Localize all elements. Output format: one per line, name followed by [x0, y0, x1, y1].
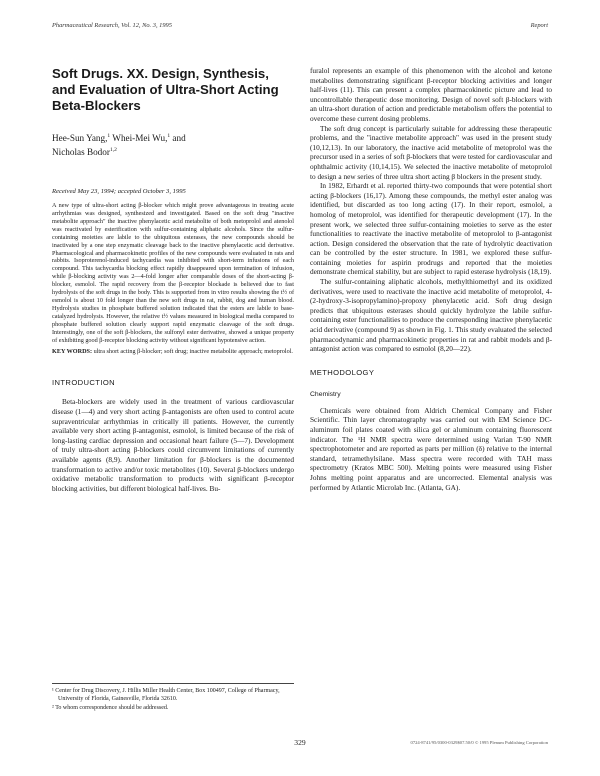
body-paragraph: Beta-blockers are widely used in the treatment of various cardiovascular disease (1—4) and very short acting β-antagonists are often used to control acute supraventricular arrhythmias in critically ill patients. However, the currently available very short acting β-antagonist, esmolol, is limited because of the risk of long-lasting cardiac depression and occasional heart failure (5—7). Development of truly ultra-short acting β-blockers could circumvent limitations of currently available agents (8,9). Another limitation for β-blockers is the documented transformation to active and/or toxic metabolites (10). Several β-blockers undergo oxidative metabolic transformation to products with significant β-receptor blocking activities, but different biological half-lives. Bu-: [52, 397, 294, 493]
author-name: Whei-Mei Wu,: [112, 133, 168, 144]
body-paragraph: The sulfur-containing aliphatic alcohols, methylthiomethyl and its oxidized derivatives, were used to reactivate the inactive acid metabolite of metoprolol, 4-(2-hydroxy-3-isopropylamino)-propoxy phenylacetic acid. Soft drug design predicts that ubiquitous esterases should quickly hydrolyze the labile sulfur-containing ester functionalities to produce the corresponding inactive phenylacetic acid derivative (compound 9) as shown in Fig. 1. This study evaluated the selected pharmacodynamic and pharmacokinetic properties in rat and rabbit models and β-antagonist action was compared to esmolol (8,20—22).: [310, 277, 552, 354]
subsection-heading-chemistry: Chemistry: [310, 390, 341, 398]
body-paragraph: In 1982, Erhardt et al. reported thirty-two compounds that were potential short acting β-blockers (16,17). Among these compounds, the methyl ester analog was identified, but discarded as too long acting (17). In their report, esmolol, a homolog of metoprolol, was identified for therapeutic development (17). In the present work, we selected three sulfur-containing moieties to serve as the ester functionalities to reactivate the inactive metabolite of metoprolol to β-antagonist action. Design considered the observation that the rate of hydrolytic deactivation can be controlled by the ester structure. In 1981, we explored these sulfur-containing moieties for aspirin prodrugs and reported that the moieties demonstrate chemical stability, but are subject to rapid esterase hydrolysis (18,19).: [310, 181, 552, 277]
received-date: Received May 23, 1994; accepted October 3, 1995: [52, 188, 186, 196]
page-number: 329: [294, 738, 306, 747]
author-affiliation-mark: 1,2: [109, 147, 117, 154]
journal-citation: Pharmaceutical Research, Vol. 12, No. 3, 1995: [52, 22, 172, 29]
keywords-text: ultra short acting β-blocker; soft drug; inactive metabolite approach; metoprolol.: [93, 348, 293, 356]
left-column: [52, 66, 294, 493]
author-affiliation-mark: 1: [107, 133, 111, 139]
body-paragraph: furalol represents an example of this phenomenon with the alcohol and ketone metabolites demonstrating significant β-receptor blocking activities and longer half-lives (11). This can present a complex pharmacokinetic picture and lead to uncontrollable therapeutic dose monitoring. Design of novel soft β-blockers with an ultra-short duration of action and predictable metabolism offers the potential to overcome these current dosing problems.: [310, 66, 552, 123]
author-name: Nicholas Bodor: [52, 147, 110, 158]
author-name: Hee-Sun Yang,: [52, 133, 108, 144]
body-paragraph: Chemicals were obtained from Aldrich Chemical Company and Fisher Scientific. Thin layer chromatography was carried out with EM Science DC-aluminum foil plates coated with silica gel or aluminum containing fluorescent indicator. The ¹H NMR spectra were determined using Varian T-90 NMR spectrophotometer and are reported as parts per million (δ) relative to the internal standard, tetramethylsilane. Mass spectra were recorded with TAH mass spectrometry (Kratos MBC 500). Melting points were measured using Fisher Johns melting point apparatus and are uncorrected. Elemental analysis was performed by Atlantic Microlab Inc. (Atlanta, GA).: [310, 405, 552, 492]
section-heading-methodology: METHODOLOGY: [310, 367, 375, 377]
footnote-affiliation: ¹ Center for Drug Discovery, J. Hillis Miller Health Center, Box 100497, College of Pharmacy, University of Florida, Gainesville, Florida 32610.: [52, 688, 280, 702]
issn-line: 0724-8741/95/0300-0329$07.50/0 © 1995 Plenum Publishing Corporation: [410, 740, 548, 745]
right-column: [310, 66, 552, 492]
body-paragraph: The soft drug concept is particularly suitable for addressing these therapeutic problems, and the "inactive metabolite approach" was used in the present study (10,12,13). In our laboratory, the inactive acid metabolite of metoprolol was the precursor used in a series of soft β-blockers that were tested for cardiovascular and ophthalmic activity (10,14,15). We selected the inactive metabolite of metoprolol to design a new series of three ultra short acting β blockers in the present study.: [310, 123, 552, 181]
article-title: Soft Drugs. XX. Design, Synthesis, and Evaluation of Ultra-Short Acting Beta-Blockers: [52, 66, 279, 113]
section-heading-introduction: INTRODUCTION: [52, 378, 116, 388]
abstract: A new type of ultra-short acting β-blocker which might prove advantageous in treating acute arrhythmias was designed, synthesized and investigated. Based on the soft drug "inactive metabolite approach" the inactive phenylacetic acid metabolite of both metoprolol and atenolol was reactivated by esterification with sulfur-containing aliphatic alcohols. Since the sulfur-containing moieties are labile to the ubiquitous esterases, the new compounds should be inactivated by a one step enzymatic cleavage back to the inactive phenylacetic acid derivative. Pharmacological and pharmacokinetic profiles of the new compounds were evaluated in rats and rabbits. Isoproterenol-induced tachycardia was inhibited with short-term infusions of each compound. This tachycardia blocking effect rapidly disappeared upon termination of infusion, while β-blocking activity was 2—4-fold longer after comparable doses of the short-acting β-blocker, esmolol. The rapid recovery from the β-receptor blockade is believed due to fast hydrolysis of the soft drugs in the body. This is supported from in vitro results showing the t½ of esmolol is about 10 fold longer than the new soft drugs in rat, rabbit, dog and human blood. Hydrolysis studies in phosphate buffered solution indicated that the esters are labile to base-catalyzed hydrolysis. However, the relative t½ values measured in biological media compared to phosphate buffered solution clearly support rapid enzymatic cleavage of the soft drugs. Interestingly, one of the soft β-blockers, the sulfonyl ester derivative, showed a unique property of exhibiting good β-receptor blocking activity without significant hypotensive action.: [52, 202, 294, 344]
author-conjunction: and: [172, 133, 186, 144]
article-type: Report: [530, 22, 548, 29]
footnotes: [52, 683, 294, 715]
keywords: [52, 348, 294, 356]
author-affiliation-mark: 1: [167, 133, 171, 139]
running-head: [52, 22, 548, 29]
footnote-correspondence: ² To whom correspondence should be addressed.: [52, 705, 169, 712]
author-list: [52, 130, 294, 158]
keywords-label: KEY WORDS:: [52, 348, 93, 356]
